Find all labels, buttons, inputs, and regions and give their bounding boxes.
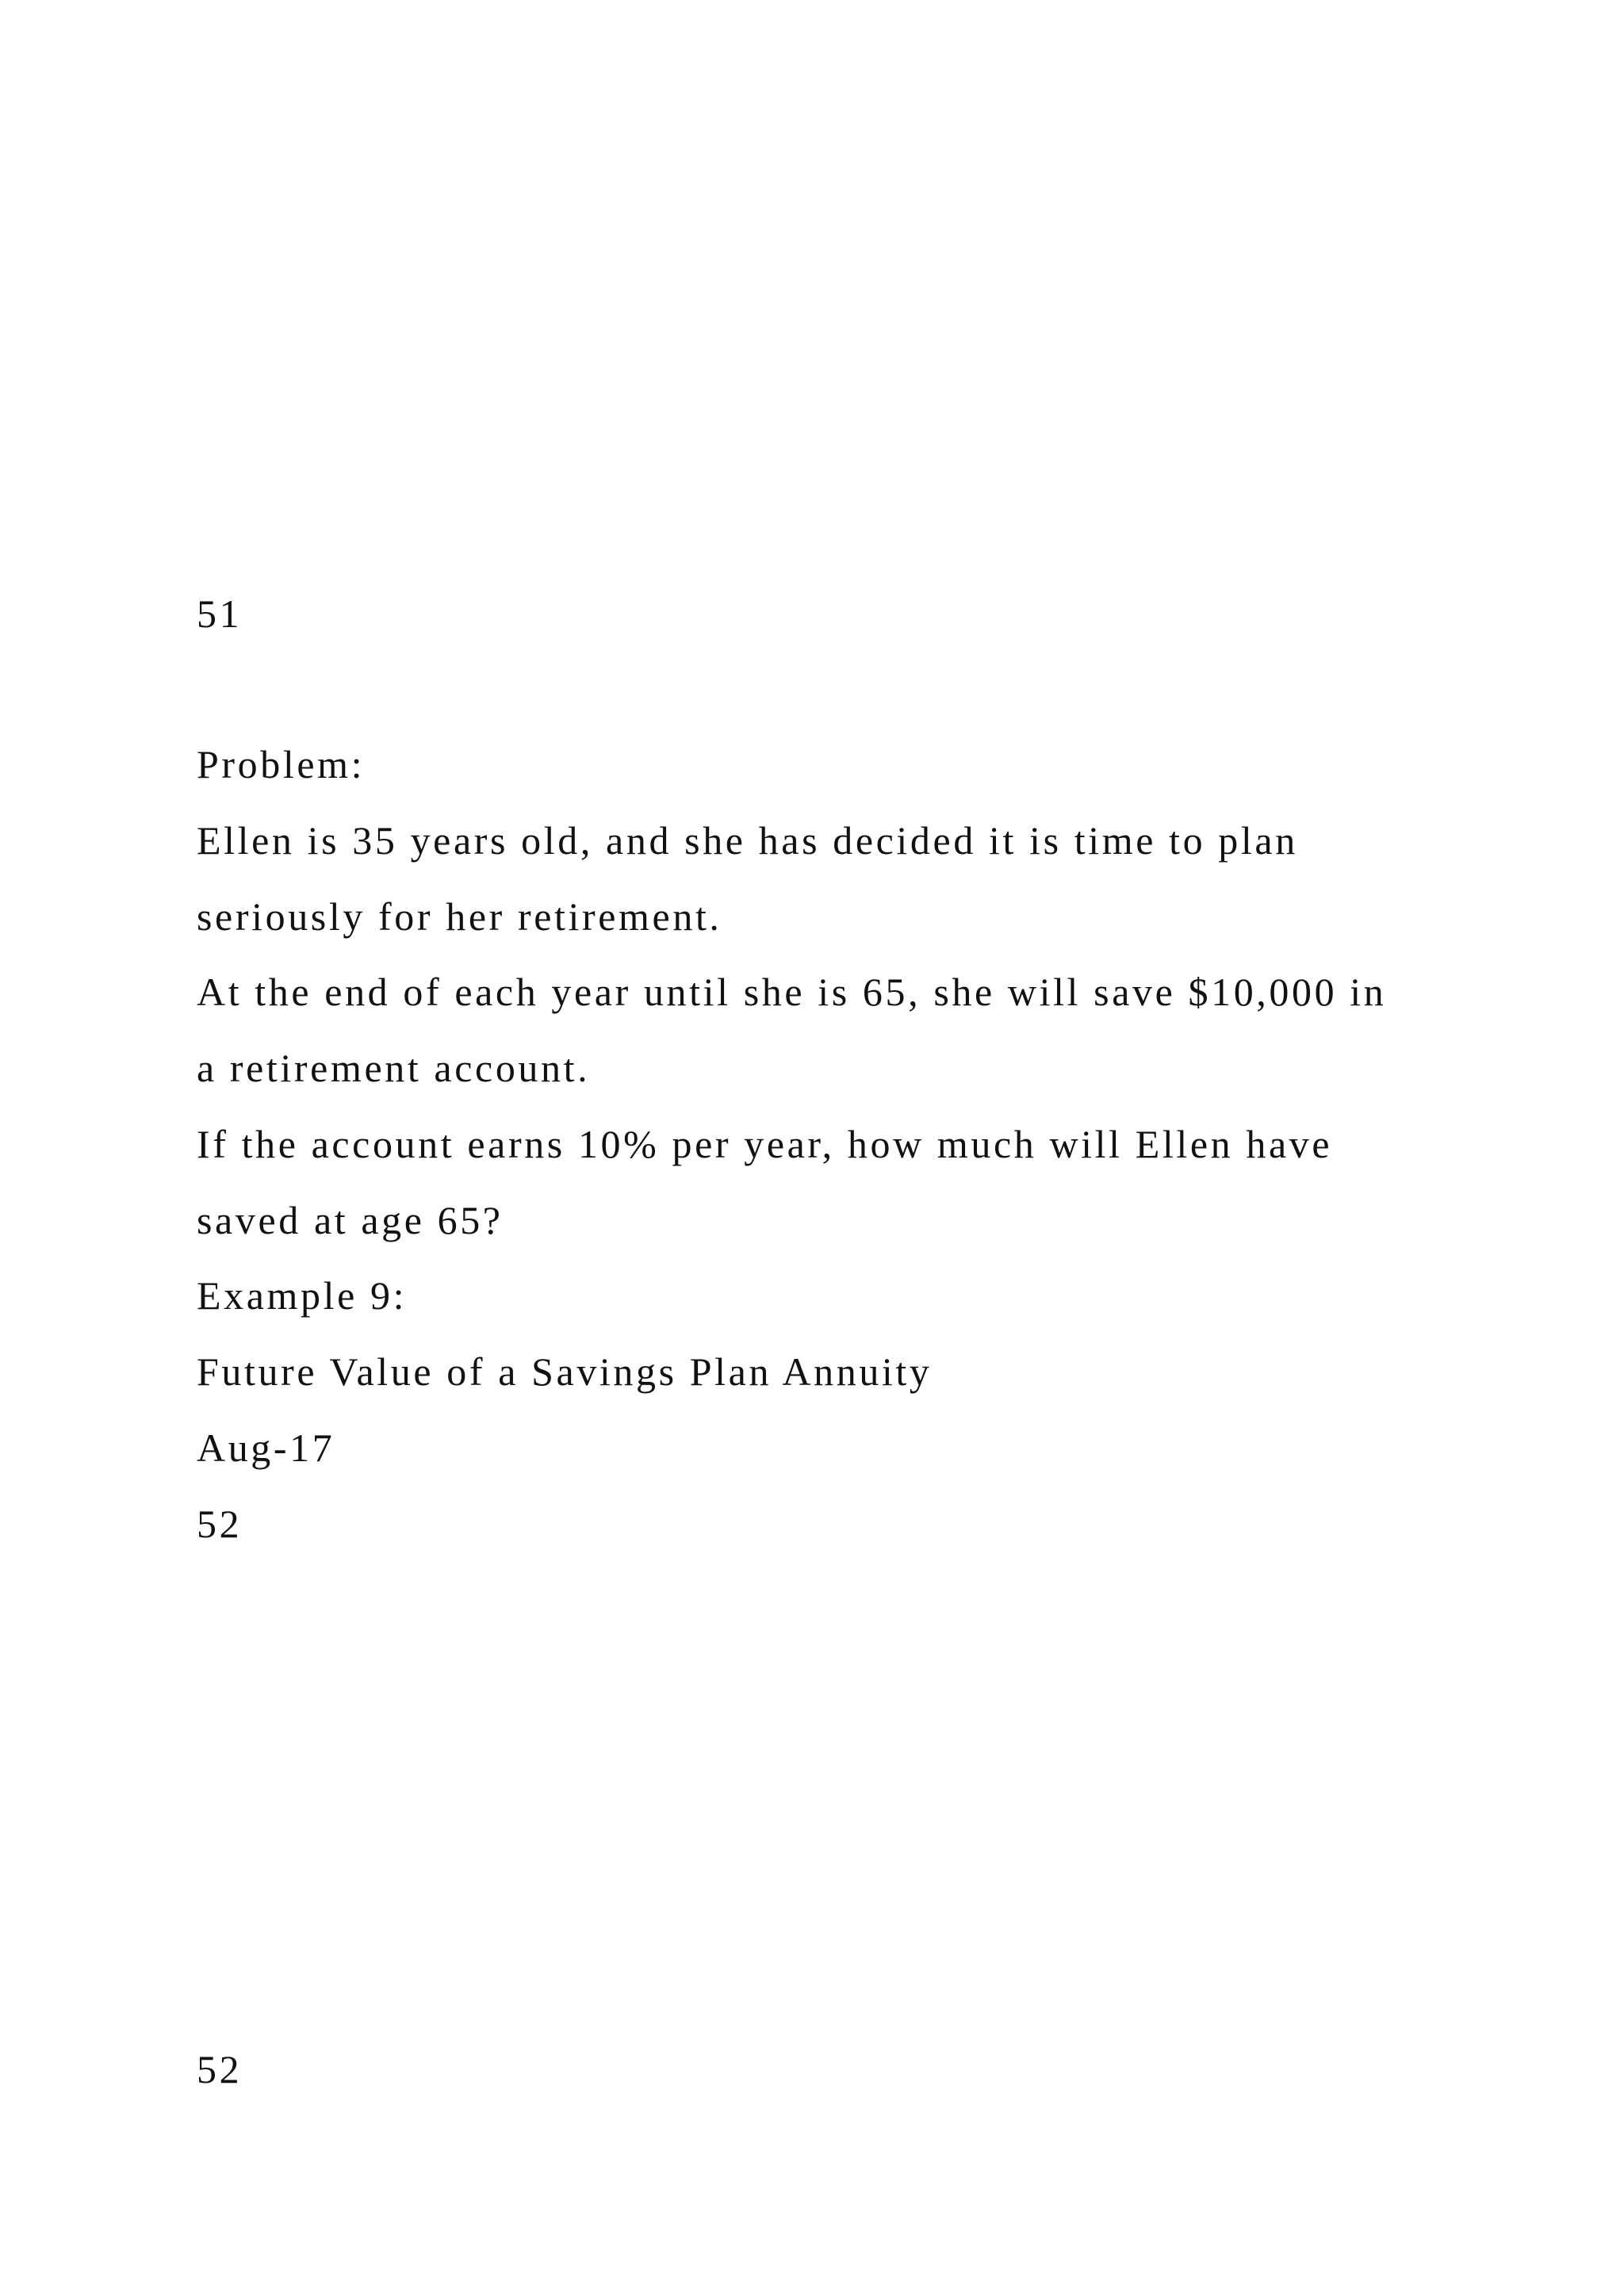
example-title: Future Value of a Savings Plan Annuity [197, 1349, 933, 1394]
problem-text-line-5: If the account earns 10% per year, how much will Ellen have [197, 1122, 1333, 1166]
problem-text-line-4: a retirement account. [197, 1046, 591, 1090]
page-number-bottom: 52 [197, 2047, 243, 2091]
problem-text-line-6: saved at age 65? [197, 1198, 504, 1242]
problem-heading: Problem: [197, 742, 366, 786]
slide-number: 52 [197, 1502, 243, 1546]
problem-text-line-1: Ellen is 35 years old, and she has decided it is time to plan [197, 818, 1298, 863]
example-label: Example 9: [197, 1273, 408, 1318]
page-number-top: 51 [197, 591, 243, 636]
problem-text-line-3: At the end of each year until she is 65, she will save $10,000 in [197, 970, 1387, 1014]
date-label: Aug-17 [197, 1425, 335, 1470]
problem-text-line-2: seriously for her retirement. [197, 894, 722, 939]
